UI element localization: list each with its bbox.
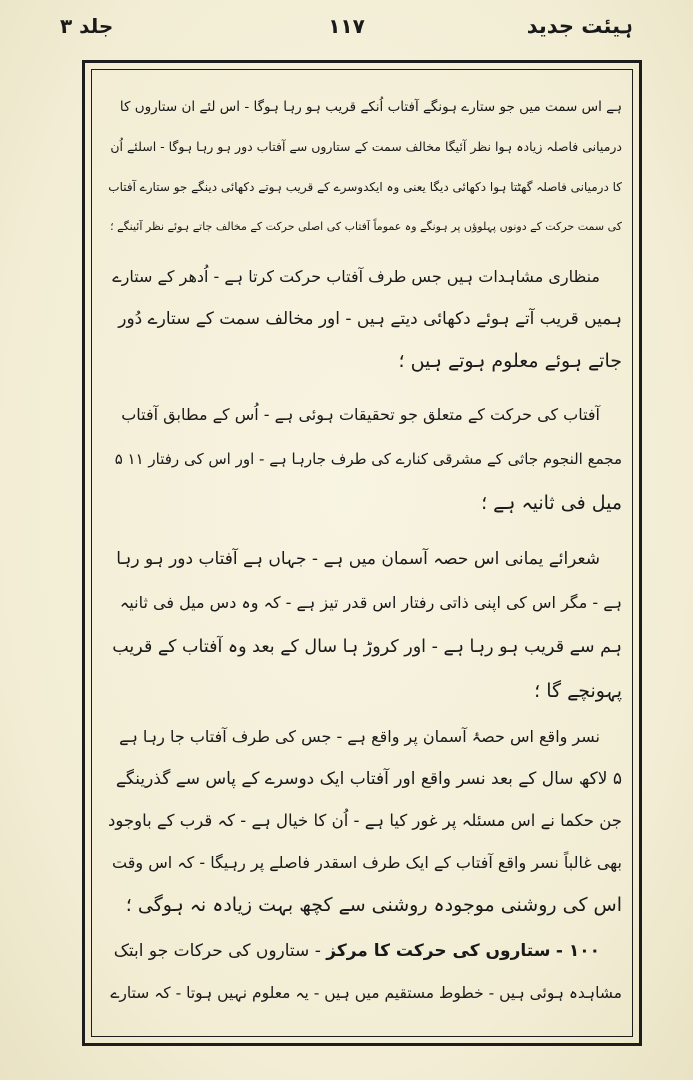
text-line: نسر واقع اس حصۂ آسمان پر واقع ہے - جس کی طرف آفتاب جا رہا ہے — [119, 727, 600, 746]
text-line: جن حکما نے اس مسئلہ پر غور کیا ہے - اُن کا خیال ہے - کہ قرب کے باوجود — [108, 811, 622, 830]
running-header — [60, 14, 633, 54]
book-title: ہیئت جدید — [526, 14, 633, 38]
text-line: ہے - مگر اس کی اپنی ذاتی رفتار اس قدر تیز ہے - کہ وہ دس میل فی ثانیہ — [119, 593, 622, 612]
text-line: آفتاب کی حرکت کے متعلق جو تحقیقات ہوئی ہے - اُس کے مطابق آفتاب — [121, 405, 600, 424]
text-line: کی سمت حرکت کے دونوں پہلوؤں پر ہونگے وہ عموماً آفتاب کی اصلی حرکت کے مخالف جاتے ہوئے نظر آئینگے ؛ — [110, 220, 622, 233]
text-line: میل فی ثانیہ ہے ؛ — [481, 492, 622, 514]
page-number: ۱۱۷ — [328, 14, 365, 38]
text-line: مجمع النجوم جاثی کے مشرقی کنارے کی طرف جارہا ہے - اور اس کی رفتار ۱۱ ۵ — [114, 450, 622, 468]
text-line: منظاری مشاہدات ہیں جس طرف آفتاب حرکت کرتا ہے - اُدھر کے ستارے — [112, 267, 600, 286]
text-line: پہونچے گا ؛ — [534, 680, 622, 702]
section-heading-line — [114, 938, 600, 964]
text-line: کا درمیانی فاصلہ گھٹتا ہوا دکھائی دیگا یعنی وہ ایکدوسرے کے قریب ہوتے دکھائی دینگے جو ستارے آفتاب — [108, 180, 622, 194]
text-line: جاتے ہوئے معلوم ہوتے ہیں ؛ — [398, 350, 622, 372]
text-line: اس کی روشنی موجودہ روشنی سے کچھ بہت زیادہ نہ ہوگی ؛ — [125, 894, 622, 916]
section-number: ۱۰۰ - — [555, 941, 600, 961]
text-line: شعرائے یمانی اس حصہ آسمان میں ہے - جہاں ہے آفتاب دور ہو رہا — [116, 549, 600, 569]
section-lead: - ستاروں کی حرکات جو ابتک — [113, 941, 321, 961]
text-line: ہے اس سمت میں جو ستارے ہونگے آفتاب اُنکے قریب ہو رہا ہوگا - اس لئے ان ستاروں کا — [119, 99, 622, 115]
text-line: مشاہدہ ہوئی ہیں - خطوط مستقیم میں ہیں - یہ معلوم نہیں ہوتا - کہ ستارے — [110, 984, 622, 1002]
text-line: ہم سے قریب ہو رہا ہے - اور کروڑ ہا سال کے بعد وہ آفتاب کے قریب — [112, 637, 622, 657]
section-heading: ستاروں کی حرکت کا مرکز — [326, 941, 551, 961]
text-line: درمیانی فاصلہ زیادہ ہوا نظر آئیگا مخالف سمت کے ستاروں سے آفتاب دور ہو رہا ہوگا - اسلئے اُن — [110, 139, 622, 154]
text-line: ۵ لاکھ سال کے بعد نسر واقع اور آفتاب ایک دوسرے کے پاس سے گذرینگے — [115, 769, 622, 789]
text-line: بھی غالباً نسر واقع آفتاب کے ایک طرف اسقدر فاصلے پر رہیگا - کہ اس وقت — [112, 853, 622, 872]
volume-label: جلد ۳ — [60, 14, 114, 38]
text-body — [104, 86, 622, 1026]
text-line: ہمیں قریب آتے ہوئے دکھائی دیتے ہیں - اور مخالف سمت کے ستارے دُور — [118, 309, 622, 329]
